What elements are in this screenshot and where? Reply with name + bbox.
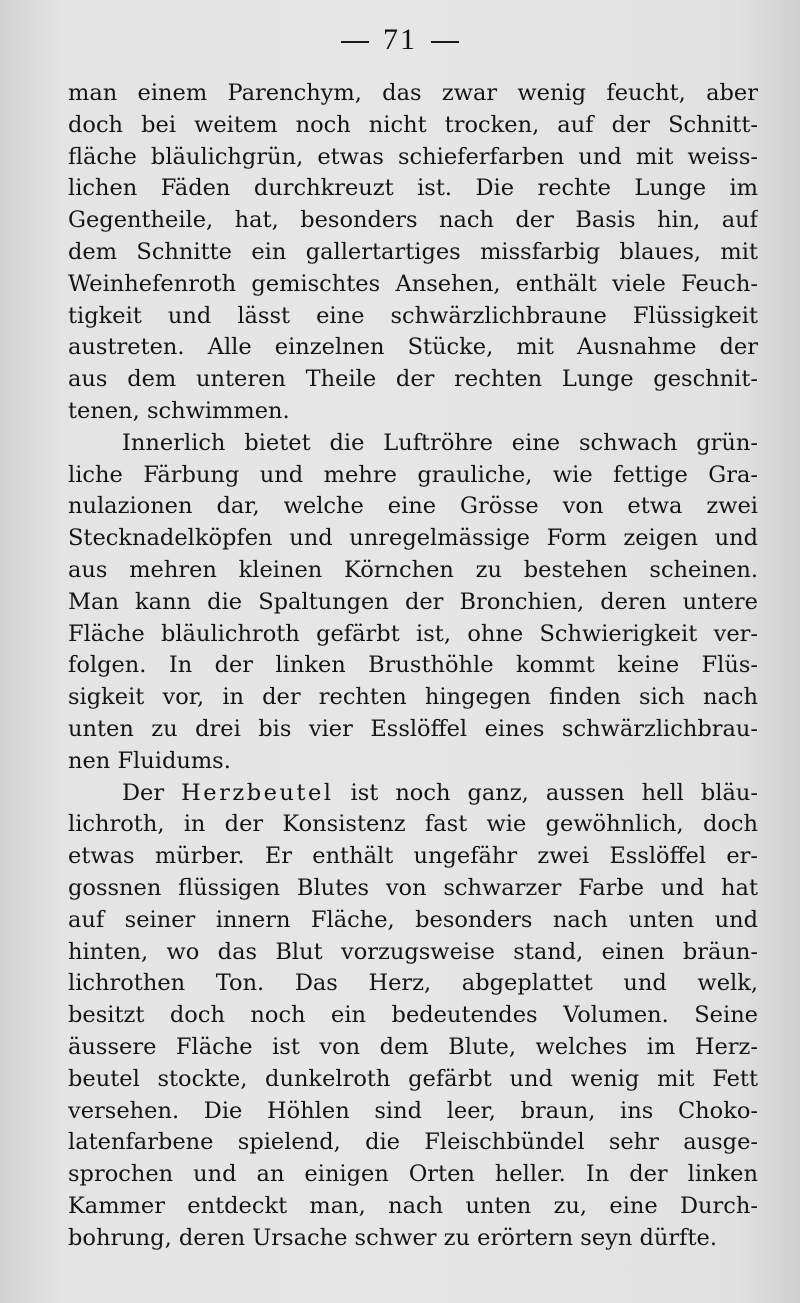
text-line: besitzt doch noch ein bedeutendes Volumen. Seine	[68, 1002, 758, 1029]
text-line: Man kann die Spaltungen der Bronchien, deren untere	[68, 588, 758, 615]
text-line: doch bei weitem noch nicht trocken, auf der Schnitt-	[68, 111, 758, 138]
text-line: auf seiner innern Fläche, besonders nach unten und	[68, 906, 758, 933]
text-line: lichen Fäden durchkreuzt ist. Die rechte Lunge im	[68, 175, 758, 202]
text-line: hinten, wo das Blut vorzugsweise stand, einen bräun-	[68, 938, 758, 965]
text-line: beutel stockte, dunkelroth gefärbt und wenig mit Fett	[68, 1065, 758, 1092]
text-line: tigkeit und lässt eine schwärzlichbraune Flüssigkeit	[68, 302, 758, 329]
text-line: äussere Fläche ist von dem Blute, welches im Herz-	[68, 1033, 758, 1060]
paragraph-start-line	[68, 778, 758, 810]
text-line: nulazionen dar, welche eine Grösse von etwa zwei	[68, 493, 758, 520]
text-line: sprochen und an einigen Orten heller. In der linken	[68, 1161, 758, 1188]
text-line: etwas mürber. Er enthält ungefähr zwei Esslöffel er-	[68, 843, 758, 870]
text-line: aus mehren kleinen Körnchen zu bestehen scheinen.	[68, 556, 758, 583]
line-prefix: Der	[122, 779, 182, 806]
header-dash-left	[341, 41, 369, 43]
text-line: austreten. Alle einzelnen Stücke, mit Ausnahme der	[68, 334, 758, 361]
text-line: versehen. Die Höhlen sind leer, braun, ins Choko-	[68, 1097, 758, 1124]
page-number: 71	[383, 23, 417, 56]
body-text	[68, 78, 758, 1254]
text-line: man einem Parenchym, das zwar wenig feucht, aber	[68, 80, 758, 106]
text-line: fläche bläulichgrün, etwas schieferfarben und mit weiss-	[68, 143, 758, 170]
text-line: sigkeit vor, in der rechten hingegen finden sich nach	[68, 684, 758, 711]
text-line: unten zu drei bis vier Esslöffel eines schwärzlichbrau-	[68, 715, 758, 742]
emphasized-term: Herzbeutel	[181, 779, 334, 806]
text-line: tenen, schwimmen.	[68, 397, 290, 424]
text-line: gossnen flüssigen Blutes von schwarzer Farbe und hat	[68, 874, 758, 901]
text-line: liche Färbung und mehre grauliche, wie fettige Gra-	[68, 461, 758, 488]
text-line: nen Fluidums.	[68, 747, 231, 774]
text-line: folgen. In der linken Brusthöhle kommt keine Flüs-	[68, 652, 758, 679]
text-line: latenfarbene spielend, die Fleischbündel sehr ausge-	[68, 1129, 758, 1156]
text-line: aus dem unteren Theile der rechten Lunge geschnit-	[68, 366, 758, 393]
text-line: Kammer entdeckt man, nach unten zu, eine Durch-	[68, 1192, 758, 1219]
text-line: lichrothen Ton. Das Herz, abgeplattet und welk,	[68, 970, 758, 997]
text-line: bohrung, deren Ursache schwer zu erörtern seyn dürfte.	[68, 1224, 718, 1251]
page-header	[0, 20, 800, 60]
text-line: dem Schnitte ein gallertartiges missfarbig blaues, mit	[68, 238, 758, 265]
text-line: Gegentheile, hat, besonders nach der Basis hin, auf	[68, 207, 758, 234]
text-line: Weinhefenroth gemischtes Ansehen, enthält viele Feuch-	[68, 270, 758, 297]
header-dash-right	[431, 41, 459, 43]
line-rest: ist noch ganz, aussen hell bläu-	[333, 779, 758, 806]
text-line: lichroth, in der Konsistenz fast wie gewöhnlich, doch	[68, 811, 758, 838]
text-line: Fläche bläulichroth gefärbt ist, ohne Schwierigkeit ver-	[68, 620, 758, 647]
paragraph-start-line: Innerlich bietet die Luftröhre eine schwach grün-	[122, 429, 758, 456]
text-line: Stecknadelköpfen und unregelmässige Form zeigen und	[68, 525, 758, 552]
